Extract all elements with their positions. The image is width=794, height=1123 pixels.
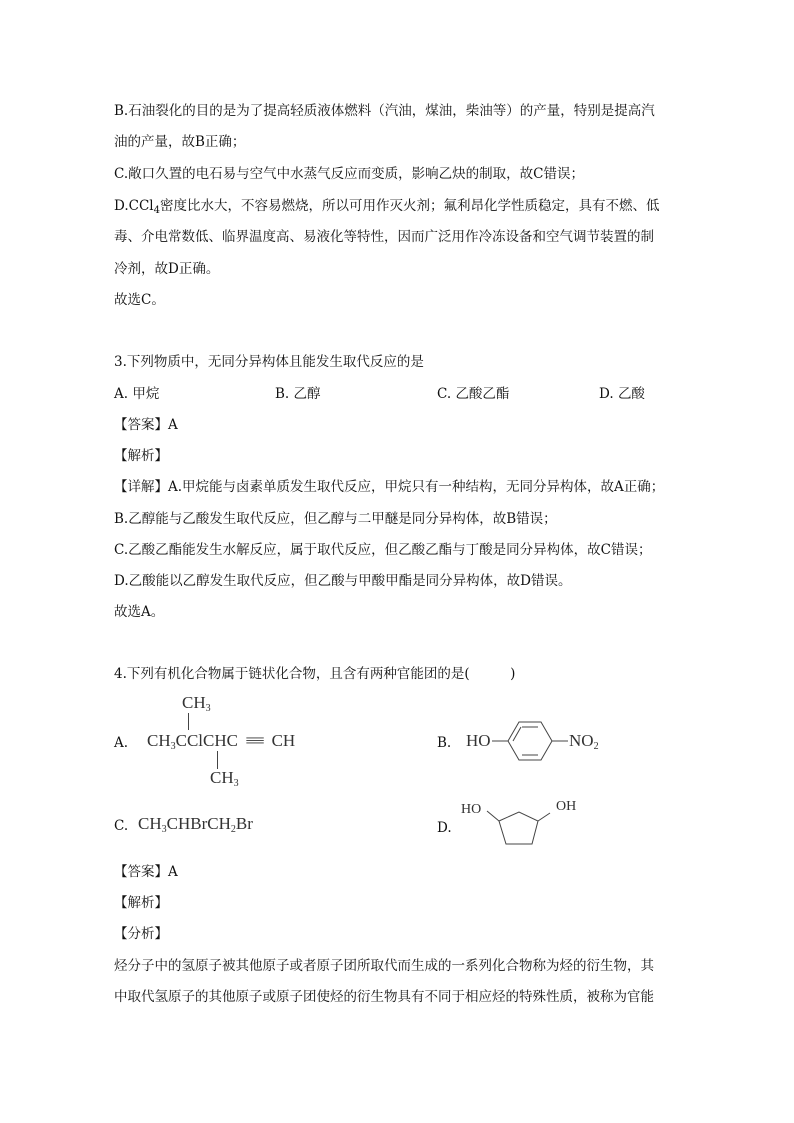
- q2-final-choice: 故选C。: [114, 292, 165, 308]
- q3-detail-d: D.乙酸能以乙醇发生取代反应，但乙酸与甲酸甲酯是同分异构体，故D错误。: [114, 573, 572, 589]
- q2-option-d-explanation-line3: 冷剂，故D正确。: [114, 261, 220, 277]
- q4-a-bottom-sub: 3: [233, 778, 239, 789]
- q4-b-no2-sub: 2: [593, 741, 599, 752]
- q3-stem: 3.下列物质中，无同分异构体且能发生取代反应的是: [114, 354, 424, 370]
- q3-option-a-letter: A.: [114, 386, 129, 402]
- q3-option-a: [114, 385, 159, 403]
- q4-stem: 4.下列有机化合物属于链状化合物，且含有两种官能团的是( ): [114, 666, 516, 682]
- q4-b-no2: [569, 731, 599, 751]
- q4-a-main-end: CH: [271, 731, 296, 750]
- q3-analysis-heading: 【解析】: [114, 448, 168, 464]
- q3-detail-c: C.乙酸乙酯能发生水解反应，属于取代反应，但乙酸乙酯与丁酸是同分异构体，故C错误；: [114, 542, 652, 558]
- q4-a-top-ch: CH: [182, 693, 206, 712]
- q3-option-c: [437, 385, 509, 403]
- q3-option-c-text: 乙酸乙酯: [455, 386, 510, 402]
- q4-option-a-letter: A.: [114, 735, 129, 751]
- q2-option-b-explanation-line1: B.石油裂化的目的是为了提高轻质液体燃料（汽油，煤油，柴油等）的产量，特别是提高汽: [114, 103, 655, 119]
- q4-c-formula: [138, 814, 253, 834]
- q3-final-choice: 故选A。: [114, 604, 165, 620]
- q4-a-top-sub: 3: [205, 703, 211, 714]
- q3-option-b: [275, 385, 321, 403]
- q4-a-main-ch: CH: [147, 731, 171, 750]
- q4-b-benzene-ring: [492, 718, 572, 764]
- q2-option-b-explanation-line2: 油的产量，故B正确；: [114, 134, 246, 150]
- q4-a-top-bond: [188, 713, 189, 730]
- q3-option-d-text: 乙酸: [617, 386, 645, 402]
- q4-b-no: NO: [569, 731, 594, 750]
- q4-option-c-letter: C.: [114, 818, 129, 834]
- q2-d-subscript: 4: [153, 205, 160, 216]
- q4-fenxi-line1: 烃分子中的氢原子被其他原子或者原子团所取代而生成的一系列化合物称为烃的衍生物，其: [114, 958, 654, 974]
- q4-a-main-sub: 3: [170, 741, 176, 752]
- q3-option-a-text: 甲烷: [132, 386, 160, 402]
- q3-detail-b: B.乙醇能与乙酸发生取代反应，但乙醇与二甲醚是同分异构体，故B错误；: [114, 511, 557, 527]
- q4-option-d-letter: D.: [437, 820, 452, 836]
- q4-d-cyclopentane-ring: [480, 806, 560, 850]
- q4-d-oh-right: OH: [556, 799, 577, 814]
- q4-c-part1: CH: [138, 814, 162, 833]
- q3-option-d: [599, 385, 645, 403]
- q4-answer: 【答案】A: [114, 864, 178, 880]
- q4-a-bottom-methyl: [210, 768, 239, 788]
- q4-c-sub2: 2: [230, 824, 236, 835]
- q3-detail-a: 【详解】A.甲烷能与卤素单质发生取代反应，甲烷只有一种结构，无同分异构体，故A正确；: [114, 479, 665, 495]
- q4-a-main-chain: [147, 731, 295, 751]
- q3-option-b-letter: B.: [275, 386, 290, 402]
- q4-c-part3: Br: [235, 814, 253, 833]
- q2-option-d-explanation-line2: 毒、介电常数低、临界温度高、易液化等特性，因而广泛用作冷冻设备和空气调节装置的制: [114, 229, 654, 245]
- q4-b-ho: HO: [466, 731, 491, 750]
- q4-c-sub1: 3: [161, 824, 167, 835]
- q4-a-triple-bond: ≡: [244, 731, 266, 750]
- q4-c-part2: CHBrCH: [166, 814, 231, 833]
- q2-option-c-explanation: C.敞口久置的电石易与空气中水蒸气反应而变质，影响乙炔的制取，故C错误；: [114, 166, 584, 182]
- q4-d-oh-left: HO: [461, 802, 482, 817]
- q3-answer: 【答案】A: [114, 417, 178, 433]
- q4-fenxi-line2: 中取代氢原子的其他原子或原子团使烃的衍生物具有不同于相应烃的特殊性质，被称为官能: [114, 989, 654, 1005]
- q3-option-c-letter: C.: [437, 386, 452, 402]
- q4-a-main-mid: CClCHC: [175, 731, 238, 750]
- q2-option-d-explanation-line1: [114, 197, 660, 215]
- q3-option-b-text: 乙醇: [293, 386, 321, 402]
- q4-analysis-heading: 【解析】: [114, 895, 168, 911]
- q4-a-bottom-bond: [217, 751, 218, 769]
- q3-option-d-letter: D.: [599, 386, 614, 402]
- q2-d-rest: 密度比水大，不容易燃烧，所以可用作灭火剂；氟利昂化学性质稳定，具有不燃、低: [160, 198, 660, 214]
- q4-option-b-letter: B.: [437, 735, 452, 751]
- q4-fenxi-heading: 【分析】: [114, 926, 168, 942]
- q4-a-top-methyl: [182, 693, 211, 713]
- q2-d-prefix: D.CCl: [114, 198, 154, 214]
- q4-a-bottom-ch: CH: [210, 768, 234, 787]
